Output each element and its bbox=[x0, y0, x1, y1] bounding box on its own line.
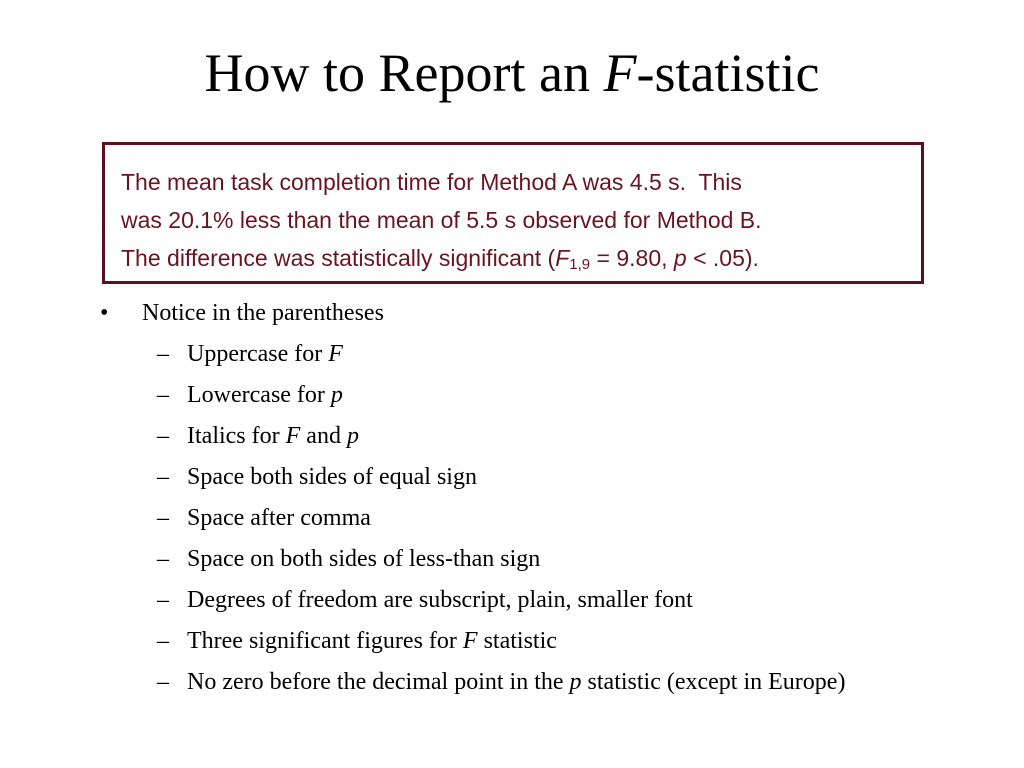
example-line-3-start: The difference was statistically significant ( bbox=[121, 245, 556, 271]
title-suffix: -statistic bbox=[636, 43, 820, 103]
sub-bullet-text: Degrees of freedom are subscript, plain, smaller font bbox=[187, 587, 693, 613]
bullet-main-text: Notice in the parentheses bbox=[142, 300, 384, 326]
example-p-value: < .05). bbox=[686, 245, 759, 271]
dash-marker: – bbox=[157, 505, 169, 531]
sub-bullet-item bbox=[0, 580, 1024, 621]
dash-marker: – bbox=[157, 382, 169, 408]
sub-bullet-text: Space both sides of equal sign bbox=[187, 464, 477, 490]
sub-bullet-text: Space after comma bbox=[187, 505, 371, 531]
bullet-marker: • bbox=[100, 300, 109, 326]
bullet-main bbox=[0, 293, 1024, 334]
sub-bullet-item bbox=[0, 334, 1024, 375]
dash-marker: – bbox=[157, 546, 169, 572]
title-text: How to Report an bbox=[204, 43, 604, 103]
sub-bullet-text-part: Uppercase for bbox=[187, 341, 329, 367]
sub-bullet-text-part: Italics for bbox=[187, 423, 286, 449]
sub-bullet-text-part: and bbox=[300, 423, 347, 449]
sub-bullet-text-part: statistic bbox=[477, 628, 557, 654]
sub-bullet-text bbox=[187, 662, 845, 703]
italic-symbol: F bbox=[285, 423, 301, 449]
sub-bullet-text bbox=[187, 375, 343, 416]
example-p-symbol: p bbox=[673, 245, 687, 271]
sub-bullet-item bbox=[0, 457, 1024, 498]
italic-symbol: F bbox=[462, 628, 478, 654]
sub-bullet-text-part: statistic (except in Europe) bbox=[581, 669, 846, 695]
dash-marker: – bbox=[157, 423, 169, 449]
sub-bullet-item bbox=[0, 416, 1024, 457]
example-line-2: was 20.1% less than the mean of 5.5 s observed for Method B. bbox=[121, 207, 762, 233]
sub-bullet-text-part: Lowercase for bbox=[187, 382, 331, 408]
bullet-list bbox=[0, 293, 1024, 703]
example-report-box bbox=[102, 142, 924, 284]
dash-marker: – bbox=[157, 628, 169, 654]
italic-symbol: p bbox=[569, 669, 582, 695]
sub-bullet-item bbox=[0, 498, 1024, 539]
dash-marker: – bbox=[157, 587, 169, 613]
sub-bullet-text: Space on both sides of less-than sign bbox=[187, 546, 541, 572]
sub-bullet-text bbox=[187, 416, 359, 457]
title-italic-f: F bbox=[603, 43, 637, 103]
slide-title bbox=[0, 38, 1024, 108]
italic-symbol: p bbox=[330, 382, 343, 408]
dash-marker: – bbox=[157, 464, 169, 490]
sub-bullet-text bbox=[187, 621, 557, 662]
example-line-1: The mean task completion time for Method A was 4.5 s. This bbox=[121, 169, 742, 195]
sub-bullet-item bbox=[0, 375, 1024, 416]
sub-bullet-text-part: No zero before the decimal point in the bbox=[187, 669, 570, 695]
sub-bullet-item bbox=[0, 662, 1024, 703]
sub-bullet-item bbox=[0, 539, 1024, 580]
dash-marker: – bbox=[157, 669, 169, 695]
example-f-value: = 9.80, bbox=[590, 245, 674, 271]
sub-bullet-item bbox=[0, 621, 1024, 662]
italic-symbol: F bbox=[328, 341, 343, 367]
italic-symbol: p bbox=[346, 423, 359, 449]
dash-marker: – bbox=[157, 341, 169, 367]
example-df-subscript: 1,9 bbox=[569, 256, 591, 273]
example-f-symbol: F bbox=[555, 245, 570, 271]
example-line-3 bbox=[121, 239, 921, 277]
sub-bullet-text bbox=[187, 334, 343, 375]
sub-bullet-text-part: Three significant figures for bbox=[187, 628, 463, 654]
